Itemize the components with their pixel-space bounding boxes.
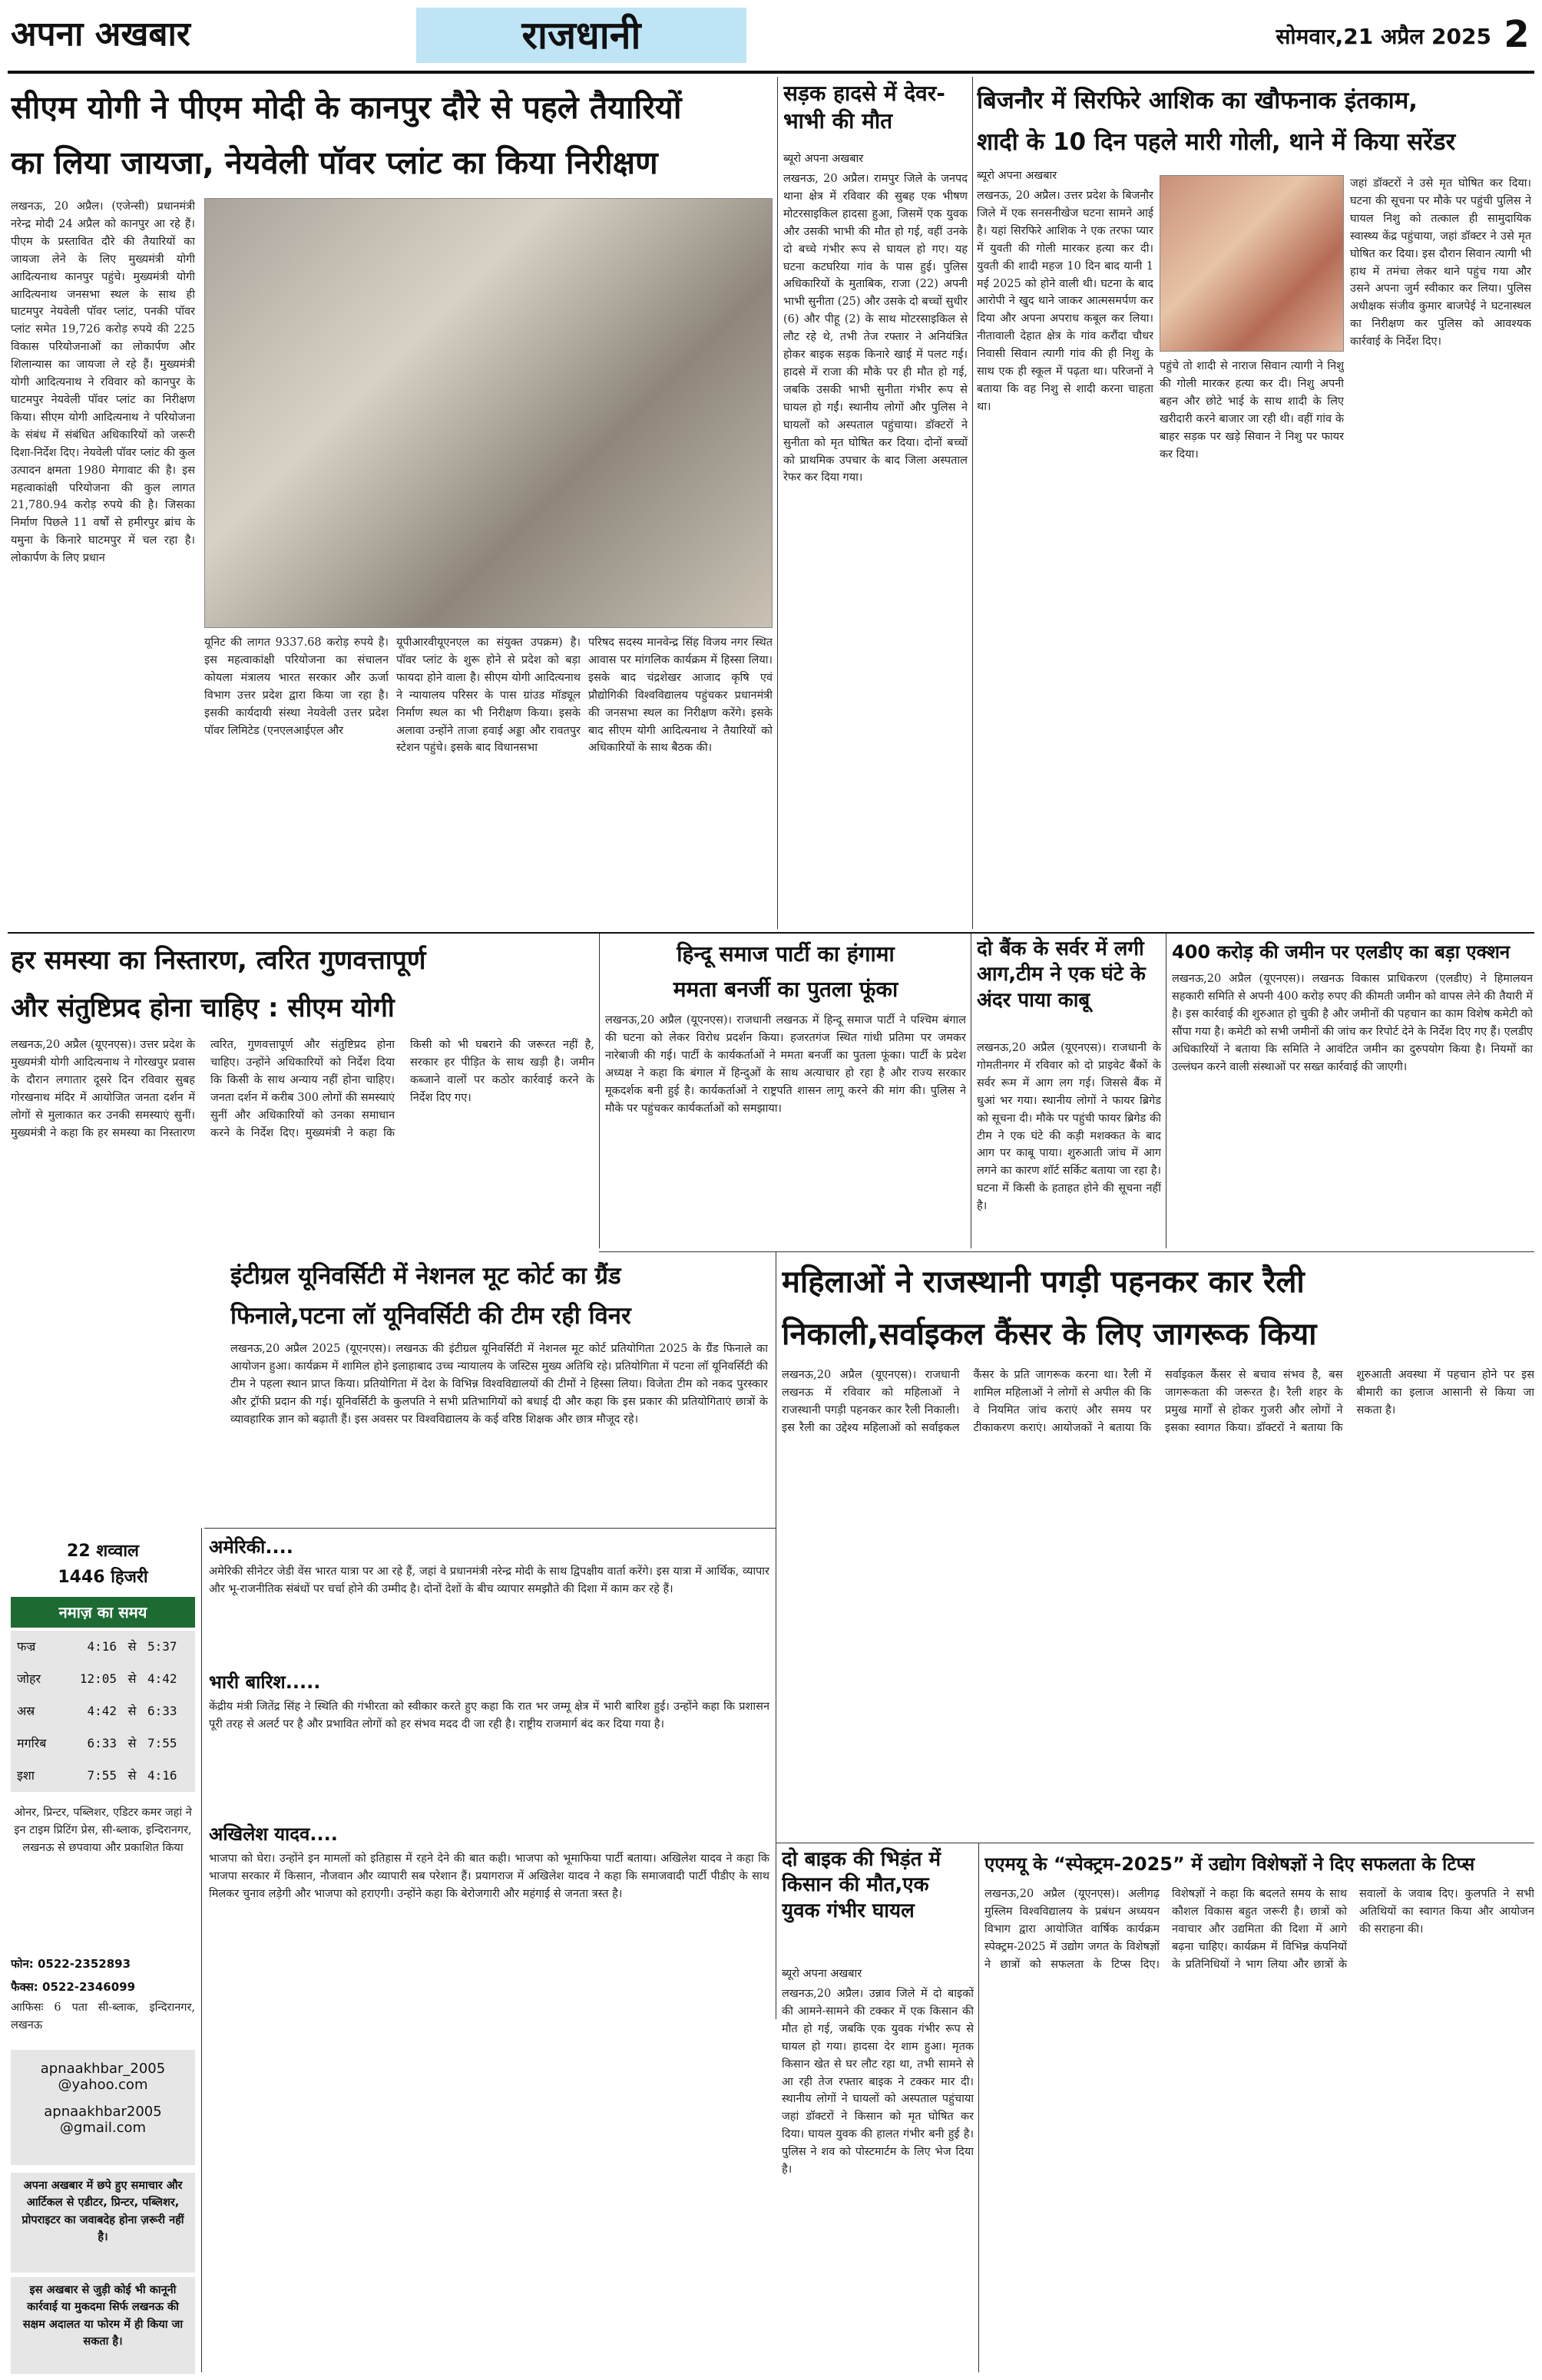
namaz-row — [11, 1695, 195, 1727]
barish-heading: भारी बारिश..... — [209, 1671, 321, 1693]
hijri-year: 1446 हिजरी — [58, 1568, 148, 1587]
samasya-headline-1: हर समस्या का निस्तारण, त्वरित गुणवत्तापूर्ण — [11, 945, 426, 976]
moot-headline-1: इंटीग्रल यूनिवर्सिटी में नेशनल मूट कोर्ट का ग्रैंड — [230, 1262, 621, 1290]
namaz-sep: से — [127, 1671, 137, 1686]
road-accident-headline: सड़क हादसे में देवर-भाभी की मौत — [783, 81, 945, 134]
hindu-samaj-headline-1: हिन्दू समाज पार्टी का हंगामा — [677, 941, 895, 967]
email-1-user[interactable]: apnaakhbar_2005 — [40, 2061, 166, 2077]
email-2-domain[interactable]: @gmail.com — [59, 2120, 147, 2136]
office-address: आफिसः 6 पता सी-ब्लाक, इन्दिरानगर, लखनऊ — [11, 2002, 195, 2031]
bike-death-byline: ब्यूरो अपना अखबार — [782, 1968, 862, 1980]
lead-body-b2: यूपीआरवीयूएनएल का संयुक्त उपक्रम) है। पॉवर प्लांट के शुरू होने से प्रदेश को बड़ा फायदा होने वाला है। सीएम योगी आदित्यनाथ ने न्यायालय परिसर के पास ग्रांउड मॉड्यूल निर्माण स्थल का भी निरीक्षण किया। इसके अलावा उन्होंने ताजा हवाई अड्डा और रावतपुर स्टेशन पहुंचे। इसके बाद विधानसभा — [396, 636, 581, 755]
row-rule-2 — [599, 1251, 1534, 1252]
namaz-start: 6:33 — [87, 1736, 117, 1750]
namaz-sep: से — [127, 1736, 137, 1750]
hindu-samaj-body: लखनऊ,20 अप्रैल (यूएनएस)। राजधानी लखनऊ में हिन्दू समाज पार्टी ने पश्चिम बंगाल की घटना को लेकर विरोध प्रदर्शन किया। हजरतगंज स्थित गांधी प्रतिमा पर जमकर नारेबाजी की गई। पार्टी के कार्यकर्ताओं ने ममता बनर्जी का पुतला फूंका। पार्टी के प्रदेश अध्यक्ष ने कहा कि बंगाल में हिन्दुओं के साथ अत्याचार हो रहा है और राज्य सरकार मूकदर्शक बनी हुई है। कार्यकर्ताओं ने राष्ट्रपति शासन लागू करने की मांग की। पुलिस ने मौके पर पहुंचकर कार्यकर्ताओं को समझाया। — [605, 1014, 966, 1115]
samasya-headline-2: और संतुष्टिप्रद होना चाहिए : सीएम योगी — [11, 993, 395, 1023]
col-rule-1 — [777, 77, 778, 929]
bank-fire-body: लखनऊ,20 अप्रैल (यूएनएस)। राजधानी के गोमतीनगर में रविवार को दो प्राइवेट बैंकों के सर्वर रूम में आग लग गई। जिससे बैंक में धुआं भर गया। स्थानीय लोगों ने फायर ब्रिगेड को सूचना दी। मौके पर पहुंची फायर ब्रिगेड की टीम ने एक घंटे की कड़ी मशक्कत के बाद आग पर काबू पाया। शुरुआती जांच में आग लगने का कारण शॉर्ट सर्किट बताया जा रहा है। घटना में किसी के हताहत होने की सूचना नहीं है। — [977, 1042, 1161, 1213]
mahilaon-body: लखनऊ,20 अप्रैल (यूएनएस)। राजधानी लखनऊ में रविवार को महिलाओं ने राजस्थानी पगड़ी पहनकर कार रैली निकाली। इस रैली का उद्देश्य महिलाओं को सर्वाइकल कैंसर के प्रति जागरूक करना था। रैली में शामिल महिलाओं ने लोगों से अपील की कि वे नियमित जांच कराएं और समय पर टीकाकरण कराएं। आयोजकों ने बताया कि सर्वाइकल कैंसर से बचाव संभव है, बस जागरूकता की जरूरत है। रैली शहर के प्रमुख मार्गों से होकर गुजरी और लोगों ने इसका स्वागत किया। डॉक्टरों ने बताया कि शुरुआती अवस्था में पहचान होने पर इस बीमारी का इलाज आसानी से किया जा सकता है। — [782, 1369, 1534, 1434]
row-rule-1 — [8, 932, 1534, 934]
namaz-row — [11, 1663, 195, 1695]
bijnor-headline-1: बिजनौर में सिरफिरे आशिक का खौफनाक इंतकाम, — [977, 87, 1418, 114]
row-rule-3 — [204, 1528, 776, 1529]
akhilesh-body: भाजपा को घेरा। उन्होंने इन मामलों को इतिहास में रहने देने की बात कही। भाजपा को भूमाफिया पार्टी बताया। अखिलेश यादव ने कहा कि भाजपा सरकार में किसान, नौजवान और व्यापारी सब परेशान हैं। प्रयागराज में अखिलेश यादव ने कहा कि समाजवादी पार्टी पीडीए के साथ मिलकर चुनाव लड़ेगी और भाजपा को हराएगी। उन्होंने कहा कि बेरोजगारी और महंगाई से जनता त्रस्त है। — [209, 1853, 769, 1900]
namaz-end: 4:42 — [147, 1671, 177, 1686]
barish-body: केंद्रीय मंत्री जितेंद्र सिंह ने स्थिति की गंभीरता को स्वीकार करते हुए कहा कि रात भर जम्मू क्षेत्र में भारी बारिश हुई। उन्होंने कहा कि प्रशासन पूरी तरह से अलर्ट पर है और प्रभावित लोगों को हर संभव मदद दी जा रही है। राष्ट्रीय राजमार्ग बंद कर दिया गया है। — [209, 1701, 769, 1730]
lead-body-b3: परिषद सदस्य मानवेन्द्र सिंह विजय नगर स्थित आवास पर मांगलिक कार्यक्रम में हिस्सा लिया। इसके बाद चंद्रशेखर आजाद कृषि एवं प्रौद्योगिकी विश्वविद्यालय पहुंचकर प्रधानमंत्री की जनसभा स्थल का निरीक्षण करेंगे। इसके बाद सीएम योगी आदित्यनाथ ने तैयारियों को अधिकारियों के साथ बैठक की। — [588, 636, 773, 755]
namaz-sep: से — [127, 1704, 137, 1718]
lead-body-b1: यूनिट की लागत 9337.68 करोड़ रुपये है। इस महत्वाकांक्षी परियोजना का संचालन कोयला मंत्रालय भारत सरकार और ऊर्जा विभाग उत्तर प्रदेश द्वारा किया जा रहा है। इसकी कार्यदायी संस्था नेयवेली उत्तर प्रदेश पॉवर लिमिटेड (एनएलआईएल और — [204, 636, 389, 737]
namaz-start: 7:55 — [87, 1768, 117, 1783]
col-rule-3 — [599, 934, 600, 1248]
namaz-sep: से — [127, 1768, 137, 1783]
namaz-start: 4:16 — [87, 1639, 117, 1654]
email-2-user[interactable]: apnaakhbar2005 — [44, 2104, 162, 2120]
bijnor-byline: ब्यूरो अपना अखबार — [977, 170, 1057, 182]
email-box — [11, 2050, 195, 2165]
road-accident-byline: ब्यूरो अपना अखबार — [783, 153, 864, 165]
lead-photo — [204, 198, 773, 628]
moot-body: लखनऊ,20 अप्रैल 2025 (यूएनएस)। लखनऊ की इंटीग्रल यूनिवर्सिटी में नेशनल मूट कोर्ट प्रतियोगिता 2025 के ग्रैंड फिनाले का आयोजन हुआ। कार्यक्रम में शामिल होने इलाहाबाद उच्च न्यायालय के जस्टिस मुख्य अतिथि रहे। प्रतियोगिता में पटना लॉ यूनिवर्सिटी की टीम ने पहला स्थान प्राप्त किया। प्रतियोगिता में देश के विभिन्न विश्वविद्यालयों की टीमों ने हिस्सा लिया। विजेता टीम को नकद पुरस्कार और ट्रॉफी प्रदान की गई। यूनिवर्सिटी के कुलपति ने सभी प्रतिभागियों को बधाई दी और कहा कि इस प्रकार की प्रतियोगिताएं छात्रों के व्यावहारिक ज्ञान को बढ़ाती हैं। इस अवसर पर विश्वविद्यालय के कई वरिष्ठ शिक्षक और छात्र मौजूद रहे। — [230, 1343, 768, 1426]
col-rule-2 — [972, 77, 973, 929]
masthead-date: सोमवार,21 अप्रैल 2025 — [1276, 24, 1491, 49]
bijnor-photo — [1160, 175, 1344, 352]
akhilesh-heading: अखिलेश यादव.... — [209, 1823, 338, 1845]
lead-body-left: लखनऊ, 20 अप्रैल। (एजेन्सी) प्रधानमंत्री नरेन्द्र मोदी 24 अप्रैल को कानपुर आ रहे हैं। पीएम के प्रस्तावित दौरे की तैयारियों का जायजा लेने के लिए मुख्यमंत्री योगी आदित्यनाथ कानपुर पहुंचे। मुख्यमंत्री योगी आदित्यनाथ जनसभा स्थल के साथ ही घाटमपुर नेयवेली पॉवर प्लांट, पनकी पॉवर प्लांट समेत 19,726 करोड़ रुपये की 225 विकास परियोजनाओं का लोकार्पण और शिलान्यास का जायजा ले रहे हैं। मुख्यमंत्री योगी आदित्यनाथ ने रविवार को कानपुर के घाटमपुर नेयवेली पॉवर प्लांट का निरीक्षण किया। सीएम योगी आदित्यनाथ ने परियोजना के संबंध में संबंधित अधिकारियों को जरूरी दिशा-निर्देश दिए। नेयवेली पॉवर प्लांट की कुल उत्पादन क्षमता 1980 मेगावाट की है। इस महत्वाकांक्षी परियोजना की कुल लागत 21,780.94 करोड़ रुपये की है। जिसका निर्माण पिछले 11 वर्षों से हमीरपुर ब्रांच के यमुना के किनारे घाटमपुर में चल रहा है। लोकार्पण के लिए प्रधान — [11, 200, 195, 565]
bijnor-body-3: जहां डॉक्टरों ने उसे मृत घोषित कर दिया। घटना की सूचना पर मौके पर पहुंची पुलिस ने घायल निशु को तत्काल ही सामुदायिक स्वास्थ्य केंद्र पहुंचाया, जहां डॉक्टर ने उसे मृत घोषित कर दिया। इस दौरान सिवान त्यागी भी हाथ में तमंचा लेकर थाने पहुंच गया और उसने अपना जुर्म स्वीकार कर लिया। पुलिस अधीक्षक संजीव कुमार बाजपेई ने घटनास्थल का निरीक्षण कर पुलिस को आवश्यक कार्रवाई के निर्देश दिए। — [1350, 177, 1531, 349]
land-headline: 400 करोड़ की जमीन पर एलडीए का बड़ा एक्शन — [1172, 941, 1511, 963]
america-heading: अमेरिकी.... — [209, 1536, 293, 1558]
namaz-end: 5:37 — [147, 1639, 177, 1654]
namaz-end: 6:33 — [147, 1704, 177, 1718]
bijnor-body-1: लखनऊ, 20 अप्रैल। उत्तर प्रदेश के बिजनौर जिले में एक सनसनीखेज घटना सामने आई है। यहां सिरफिरे आशिक ने एक तरफा प्यार में युवती की गोली मारकर हत्या कर दी। युवती की शादी महज 10 दिन बाद यानी 1 मई 2025 को होने वाली थी। घटना के बाद आरोपी ने खुद थाने जाकर आत्मसमर्पण कर दिया और अपना अपराध कबूल कर लिया। नीतावाली देहात क्षेत्र के गांव करौंदा चौधर निवासी सिवान त्यागी गांव की ही निशु के साथ एक ही स्कूल में पढ़ता था। परिजनों ने बताया कि वह निशु से शादी करना चाहता था। — [977, 190, 1153, 413]
col-rule-8 — [978, 1843, 979, 2372]
namaz-row — [11, 1631, 195, 1663]
namaz-name: फज्र — [17, 1639, 36, 1654]
lead-headline-1: सीएम योगी ने पीएम मोदी के कानपुर दौरे से पहले तैयारियों — [11, 89, 682, 126]
bike-death-body: लखनऊ,20 अप्रैल। उन्नाव जिले में दो बाइकों की आमने-सामने की टक्कर में एक किसान की मौत हो गई, जबकि एक युवक गंभीर रूप से घायल हो गया। हादसा देर शाम हुआ। मृतक किसान खेत से घर लौट रहा था, तभी सामने से आ रही तेज रफ्तार बाइक ने टक्कर मार दी। स्थानीय लोगों ने घायलों को अस्पताल पहुंचाया जहां डॉक्टरों ने किसान को मृत घोषित कर दिया। घायल युवक की हालत गंभीर बनी हुई है। पुलिस ने शव को पोस्टमार्टम के लिए भेज दिया है। — [782, 1988, 974, 2177]
masthead-section: राजधानी — [416, 8, 746, 63]
mahilaon-headline-2: निकाली,सर्वाइकल कैंसर के लिए जागरूक किया — [782, 1317, 1317, 1352]
masthead-left-title: अपना अखबार — [11, 15, 190, 54]
bijnor-body-2: पहुंचे तो शादी से नाराज सिवान त्यागी ने निशु की गोली मारकर हत्या कर दी। निशु अपनी बहन और छोटे भाई के साथ शादी के लिए खरीदारी करने बाजार जा रही थी। वहीं गांव के बाहर सड़क पर खड़े सिवान ने निशु पर फायर कर दिया। — [1160, 360, 1344, 461]
bijnor-headline-2: शादी के 10 दिन पहले मारी गोली, थाने में किया सरेंडर — [977, 128, 1456, 156]
bank-fire-headline: दो बैंक के सर्वर में लगी आग,टीम ने एक घंटे के अंदर पाया काबू — [977, 937, 1146, 1012]
fax: फैक्स: 0522-2346099 — [11, 1980, 136, 1994]
america-body: अमेरिकी सीनेटर जेडी वेंस भारत यात्रा पर आ रहे हैं, जहां वे प्रधानमंत्री नरेन्द्र मोदी के साथ द्विपक्षीय वार्ता करेंगे। इस यात्रा में आर्थिक, व्यापार और भू-राजनीतिक संबंधों पर चर्चा होने की उम्मीद है। दोनों देशों के बीच व्यापार समझौते की दिशा में काम कर रहे हैं। — [209, 1565, 769, 1595]
namaz-title: नमाज़ का समय — [11, 1597, 195, 1628]
namaz-name: जोहर — [17, 1671, 41, 1686]
namaz-name: अस्र — [17, 1704, 35, 1718]
amu-headline: एएमयू के “स्पेक्ट्रम-2025” में उद्योग विशेषज्ञों ने दिए सफलता के टिप्स — [984, 1853, 1475, 1875]
phone: फोन: 0522-2352893 — [11, 1957, 131, 1971]
disclaimer-2: इस अखबार से जुड़ी कोई भी कानूनी कार्रवाई या मुकदमा सिर्फ लखनऊ की सक्षम अदालत या फोरम में ही किया जा सकता है। — [11, 2277, 195, 2374]
page-number: 2 — [1504, 13, 1530, 56]
namaz-name: मगरिब — [17, 1736, 47, 1750]
namaz-row — [11, 1727, 195, 1760]
namaz-start: 12:05 — [79, 1671, 117, 1686]
namaz-table — [11, 1631, 195, 1792]
namaz-end: 4:16 — [147, 1768, 177, 1783]
hindu-samaj-headline-2: ममता बनर्जी का पुतला फूंका — [673, 977, 898, 1002]
namaz-name: इशा — [17, 1768, 35, 1783]
road-accident-body: लखनऊ, 20 अप्रैल। रामपुर जिले के जनपद थाना क्षेत्र में रविवार की सुबह एक भीषण मोटरसाइकिल हादसा हुआ, जिसमें एक युवक और उसकी भाभी की मौत हो गई, वहीं उनके दो बच्चे गंभीर रूप से घायल हो गए। यह घटना कटघरिया गांव के पास हुई। पुलिस अधिकारियों के मुताबिक, राजा (22) अपनी भाभी सुनीता (25) और उसके दो बच्चों सुधीर (6) और पीहू (2) के साथ मोटरसाइकिल से लौट रहे थे, तभी तेज रफ्तार ने अनियंत्रित होकर बाइक सड़क किनारे खाई में पलट गई। हादसे में राजा की मौके पर ही मौत हो गई, जबकि उसकी भाभी सुनीता गंभीर रूप से घायल हो गईं। स्थानीय लोगों और पुलिस ने घायलों को अस्पताल पहुंचाया। डॉक्टरों ने सुनीता को मृत घोषित कर दिया। दोनों बच्चों को प्राथमिक उपचार के बाद जिला अस्पताल रेफर कर दिया गया। — [783, 173, 968, 484]
land-body: लखनऊ,20 अप्रैल (यूएनएस)। लखनऊ विकास प्राधिकरण (एलडीए) ने हिमालयन सहकारी समिति से अपनी 400 करोड़ रुपए की कीमती जमीन को वापस लेने की तैयारी में है। इस कार्रवाई की शुरुआत हो चुकी है और जमीनों की पहचान का काम विशेष कमेटी को सौंपा गया है। कमेटी को सभी जमीनों की जांच कर रिपोर्ट देने के निर्देश दिए गए हैं। एलडीए अधिकारियों ने बताया कि समिति ने आवंटित जमीन का दुरुपयोग किया है। नियमों का उल्लंघन करने वाली संस्थाओं पर सख्त कार्रवाई की जाएगी। — [1172, 973, 1533, 1073]
mahilaon-headline-1: महिलाओं ने राजस्थानी पगड़ी पहनकर कार रैली — [782, 1264, 1305, 1300]
moot-headline-2: फिनाले,पटना लॉ यूनिवर्सिटी की टीम रही विनर — [230, 1302, 631, 1330]
col-rule-7 — [201, 1528, 202, 2372]
imprint: ओनर, प्रिन्टर, पब्लिशर, एडिटर कमर जहां ने इन टाइम प्रिटिंग प्रेस, सी-ब्लाक, इन्दिरानगर, लखनऊ से छपवाया और प्रकाशित किया — [14, 1806, 192, 1854]
masthead-rule — [8, 71, 1534, 74]
disclaimer-1: अपना अखबार में छपे हुए समाचार और आर्टिकल से एडीटर, प्रिन्टर, पब्लिशर, प्रोपराइटर का जवाबदेह होना ज़रूरी नहीं है। — [11, 2173, 195, 2273]
hijri-date: 22 शव्वाल — [67, 1542, 139, 1561]
namaz-start: 4:42 — [87, 1704, 117, 1718]
amu-body: लखनऊ,20 अप्रैल (यूएनएस)। अलीगढ़ मुस्लिम विश्वविद्यालय के प्रबंधन अध्ययन विभाग द्वारा आयोजित वार्षिक कार्यक्रम स्पेक्ट्रम-2025 में उद्योग जगत के विशेषज्ञों ने छात्रों को सफलता के टिप्स दिए। विशेषज्ञों ने कहा कि बदलते समय के साथ कौशल विकास बहुत जरूरी है। छात्रों को नवाचार और उद्यमिता की दिशा में आगे बढ़ना चाहिए। कार्यक्रम में विभिन्न कंपनियों के प्रतिनिधियों ने भाग लिया और छात्रों के सवालों के जवाब दिए। कुलपति ने सभी अतिथियों का स्वागत किया और आयोजन की सराहना की। — [984, 1888, 1534, 1971]
samasya-body: लखनऊ,20 अप्रैल (यूएनएस)। उत्तर प्रदेश के मुख्यमंत्री योगी आदित्यनाथ ने गोरखपुर प्रवास के दौरान लगातार दूसरे दिन रविवार सुबह गोरखनाथ मंदिर में आयोजित जनता दर्शन में लोगों से मुलाकात कर उनकी समस्याएं सुनीं। मुख्यमंत्री ने कहा कि हर समस्या का निस्तारण त्वरित, गुणवत्तापूर्ण और संतुष्टिप्रद होना चाहिए। उन्होंने अधिकारियों को निर्देश दिया कि किसी के साथ अन्याय नहीं होना चाहिए। जनता दर्शन में करीब 300 लोगों की समस्याएं सुनीं और अधिकारियों को उनका समाधान करने के निर्देश दिए। मुख्यमंत्री ने कहा कि किसी को भी घबराने की जरूरत नहीं है, सरकार हर पीड़ित के साथ खड़ी है। जमीन कब्जाने वालों पर कठोर कार्रवाई करने के निर्देश दिए गए। — [11, 1039, 594, 1139]
namaz-end: 7:55 — [147, 1736, 177, 1750]
namaz-row — [11, 1760, 195, 1792]
namaz-sep: से — [127, 1639, 137, 1654]
lead-headline-2: का लिया जायजा, नेयवेली पॉवर प्लांट का किया निरीक्षण — [11, 144, 658, 181]
email-1-domain[interactable]: @yahoo.com — [58, 2077, 148, 2093]
bike-death-headline: दो बाइक की भिड़ंत में किसान की मौत,एक युवक गंभीर घायल — [782, 1848, 941, 1922]
